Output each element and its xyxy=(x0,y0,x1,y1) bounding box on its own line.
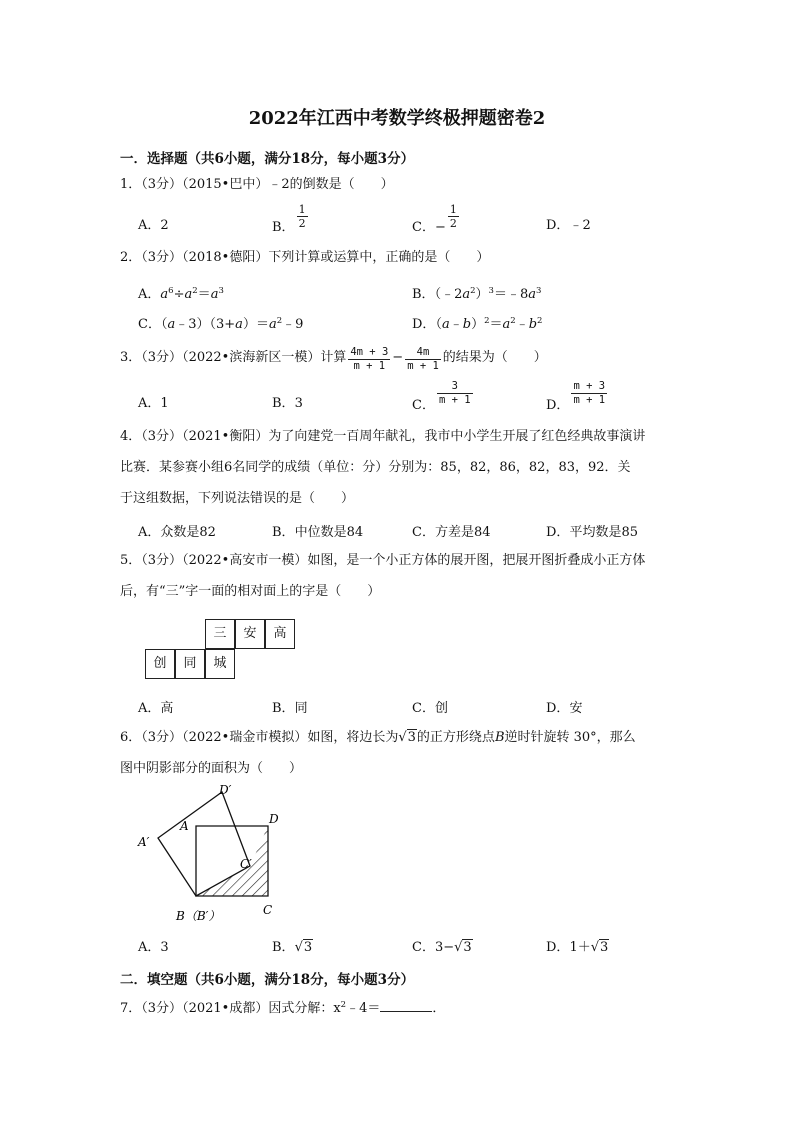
option-formula: $(﹣2a^2)^3=﹣8a^3$ xyxy=(434,286,542,302)
label-c: C xyxy=(263,903,273,917)
option-label: B． xyxy=(272,701,295,716)
q6-option-c xyxy=(412,936,473,955)
net-cell-an: 安 xyxy=(235,619,265,649)
q5-option-a xyxy=(138,697,173,716)
question-5 xyxy=(120,552,645,570)
q1-option-b xyxy=(272,203,310,235)
net-cell-san: 三 xyxy=(205,619,235,649)
question-3: 3．（3分）（2022•滨海新区一模）计算 $\frac{4m + 3}{m + 1}$ − $\frac{4m}{m + 1}$ 的结果为（ ） xyxy=(120,346,547,372)
numerator: m + 3 xyxy=(573,380,606,392)
q6-option-a xyxy=(138,936,169,955)
option-label: B． xyxy=(272,396,295,411)
denominator: 2 xyxy=(298,217,306,230)
q1-option-a xyxy=(138,214,169,233)
answer-blank[interactable] xyxy=(380,999,432,1012)
numerator: 4m xyxy=(405,346,441,360)
fraction xyxy=(437,380,473,407)
option-formula: $(a﹣3)(3+a)=a^2﹣9$ xyxy=(160,316,304,332)
q4-line3: 于这组数据，下列说法错误的是（ ） xyxy=(120,491,355,506)
option-text: 方差是84 xyxy=(434,525,491,540)
option-label: B． xyxy=(272,940,295,955)
q2-number: 2． xyxy=(120,250,142,265)
option-text: 创 xyxy=(434,701,448,716)
option-label: B． xyxy=(412,287,435,302)
q7-post: ﹣4＝ xyxy=(346,1001,381,1016)
sqrt: √3 xyxy=(398,730,416,745)
denominator: m + 1 xyxy=(407,360,439,372)
fraction xyxy=(448,203,459,230)
q4-number: 4． xyxy=(120,429,142,444)
sqrt: √3 xyxy=(454,940,472,955)
q1-option-d xyxy=(546,214,591,233)
numerator: 3 xyxy=(437,380,473,394)
q4-source: （2021•衡阳） xyxy=(182,429,269,444)
question-1 xyxy=(120,176,394,194)
option-label: D． xyxy=(546,701,570,716)
minus-sign: − xyxy=(434,220,446,235)
q5-line1: 如图，是一个小正方体的展开图，把展开图折叠成小正方体 xyxy=(307,553,646,568)
label-c-prime: C′ xyxy=(240,857,252,871)
option-label: A． xyxy=(138,525,161,540)
net-cell-gao: 高 xyxy=(265,619,295,649)
section-heading-choice: 一．选择题（共6小题，满分18分，每小题3分） xyxy=(120,151,415,167)
fraction xyxy=(571,380,607,407)
option-formula: $(a﹣b)^2=a^2﹣b^2$ xyxy=(435,316,543,332)
option-text: 平均数是85 xyxy=(569,525,638,540)
label-d: D xyxy=(269,812,279,826)
q4-option-d xyxy=(546,521,638,540)
denominator: m + 1 xyxy=(438,394,471,406)
option-text: 高 xyxy=(160,701,174,716)
option-label: A． xyxy=(138,940,161,955)
option-label: B． xyxy=(272,220,295,235)
option-label: C． xyxy=(412,220,435,235)
fraction xyxy=(297,203,308,230)
q4-option-c xyxy=(412,521,491,540)
option-text: 同 xyxy=(294,701,308,716)
q7-score: （3分） xyxy=(141,1001,183,1016)
q2-option-b xyxy=(412,283,541,302)
q3-post: 的结果为（ ） xyxy=(442,350,547,365)
q1-stem: ﹣2的倒数是（ ） xyxy=(268,177,394,192)
q5-option-b xyxy=(272,697,308,716)
option-label: C． xyxy=(412,398,435,413)
option-label: C． xyxy=(412,525,435,540)
sqrt: √3 xyxy=(590,940,609,955)
option-label: A． xyxy=(138,396,161,411)
numerator: 4m + 3 xyxy=(350,346,389,358)
q5-line2: 后，有“三”字一面的相对面上的字是（ ） xyxy=(120,584,381,599)
radicand: 3 xyxy=(303,940,313,955)
q7-number: 7． xyxy=(120,1001,142,1016)
option-label: D． xyxy=(546,525,570,540)
fraction xyxy=(348,346,390,373)
option-formula: $a^6\div a^2=a^3$ xyxy=(160,286,224,302)
option-label: C． xyxy=(138,317,161,332)
q5-source: （2022•高安市一模） xyxy=(182,553,308,568)
q2-option-a xyxy=(138,283,224,302)
option-text: 中位数是84 xyxy=(294,525,364,540)
q6-option-d xyxy=(546,936,609,955)
q3-option-c xyxy=(412,380,475,413)
option-text: 安 xyxy=(569,701,583,716)
q4-option-a xyxy=(138,521,216,540)
q2-option-d xyxy=(412,313,542,332)
q5-option-d xyxy=(546,697,582,716)
radicand: 3 xyxy=(407,730,416,745)
q3-score: （3分） xyxy=(141,350,183,365)
q1-option-c xyxy=(412,203,461,235)
label-a: A xyxy=(180,819,189,833)
option-label: C． xyxy=(412,701,435,716)
option-label: D． xyxy=(412,317,436,332)
radicand: 3 xyxy=(463,940,472,955)
option-label: D． xyxy=(546,940,570,955)
q1-source: （2015•巴中） xyxy=(182,177,269,192)
q4-line2: 比赛．某参赛小组6名同学的成绩（单位：分）分别为：85，82，86，82，83，92．关 xyxy=(120,460,631,475)
option-label: D． xyxy=(546,218,570,233)
q2-stem: 下列计算或运算中，正确的是（ ） xyxy=(268,250,490,265)
net-cell-chuang: 创 xyxy=(145,649,175,679)
question-6 xyxy=(120,729,636,747)
q6-score: （3分） xyxy=(141,730,183,745)
q3-option-a xyxy=(138,392,169,411)
q1-score: （3分） xyxy=(141,177,183,192)
label-a-prime: A′ xyxy=(138,835,150,849)
q6-line2: 图中阴影部分的面积为（ ） xyxy=(120,761,303,776)
option-text: 3 xyxy=(160,940,169,955)
q6-option-b xyxy=(272,936,313,955)
option-label: C． xyxy=(412,940,435,955)
option-label: B． xyxy=(272,525,295,540)
question-4 xyxy=(120,428,645,446)
option-text: ﹣2 xyxy=(569,218,591,233)
option-text: 1 xyxy=(160,396,169,411)
page-title: 2022年江西中考数学终极押题密卷2 xyxy=(248,108,546,129)
fraction xyxy=(405,346,441,373)
q6-pre: 如图，将边长为 xyxy=(307,730,399,745)
rotated-square-figure xyxy=(130,780,290,930)
option-text: 3 xyxy=(294,396,303,411)
q3-number: 3． xyxy=(120,350,142,365)
q3-pre: 计算 xyxy=(320,350,347,365)
option-text: 3− xyxy=(434,940,455,955)
option-label: D． xyxy=(546,398,570,413)
sqrt: √3 xyxy=(294,940,313,955)
net-cell-tong: 同 xyxy=(175,649,205,679)
q7-end: ． xyxy=(432,1001,446,1016)
option-label: A． xyxy=(138,287,161,302)
option-label: A． xyxy=(138,218,161,233)
numerator: 1 xyxy=(449,203,457,216)
q6-post: 逆时针旋转 30°，那么 xyxy=(504,730,636,745)
q2-source: （2018•德阳） xyxy=(182,250,269,265)
q4-score: （3分） xyxy=(141,429,183,444)
q5-score: （3分） xyxy=(141,553,183,568)
option-text: 1＋ xyxy=(569,940,591,955)
radicand: 3 xyxy=(600,940,609,955)
q6-mid: 的正方形绕点 xyxy=(416,730,495,745)
label-d-prime: D′ xyxy=(219,783,232,797)
net-cell-cheng: 城 xyxy=(205,649,235,679)
numerator: 1 xyxy=(298,203,306,216)
q5-number: 5． xyxy=(120,553,142,568)
shaded-region xyxy=(196,826,268,896)
q3-option-b xyxy=(272,392,303,411)
section-heading-fill: 二．填空题（共6小题，满分18分，每小题3分） xyxy=(120,972,415,988)
label-b: B（B′） xyxy=(176,909,221,923)
q4-line1: 为了向建党一百周年献礼，我市中小学生开展了红色经典故事演讲 xyxy=(268,429,646,444)
q6-source: （2022•瑞金市模拟） xyxy=(182,730,308,745)
q7-exponent: 2 xyxy=(340,1000,347,1010)
question-7 xyxy=(120,999,445,1018)
option-label: A． xyxy=(138,701,161,716)
q2-option-c xyxy=(138,313,303,332)
q6-number: 6． xyxy=(120,730,142,745)
q5-option-c xyxy=(412,697,448,716)
q2-score: （3分） xyxy=(141,250,183,265)
q6-point: B xyxy=(494,730,505,745)
q4-option-b xyxy=(272,521,363,540)
denominator: 2 xyxy=(449,217,457,230)
denominator: m + 1 xyxy=(353,360,386,372)
q3-source: （2022•滨海新区一模） xyxy=(182,350,321,365)
q7-pre: 因式分解：x xyxy=(268,1001,341,1016)
q3-option-d xyxy=(546,380,609,413)
q1-number: 1． xyxy=(120,177,142,192)
question-2 xyxy=(120,249,489,267)
denominator: m + 1 xyxy=(573,394,606,406)
option-text: 2 xyxy=(160,218,169,233)
option-text: 众数是82 xyxy=(160,525,216,540)
q7-source: （2021•成都） xyxy=(182,1001,269,1016)
